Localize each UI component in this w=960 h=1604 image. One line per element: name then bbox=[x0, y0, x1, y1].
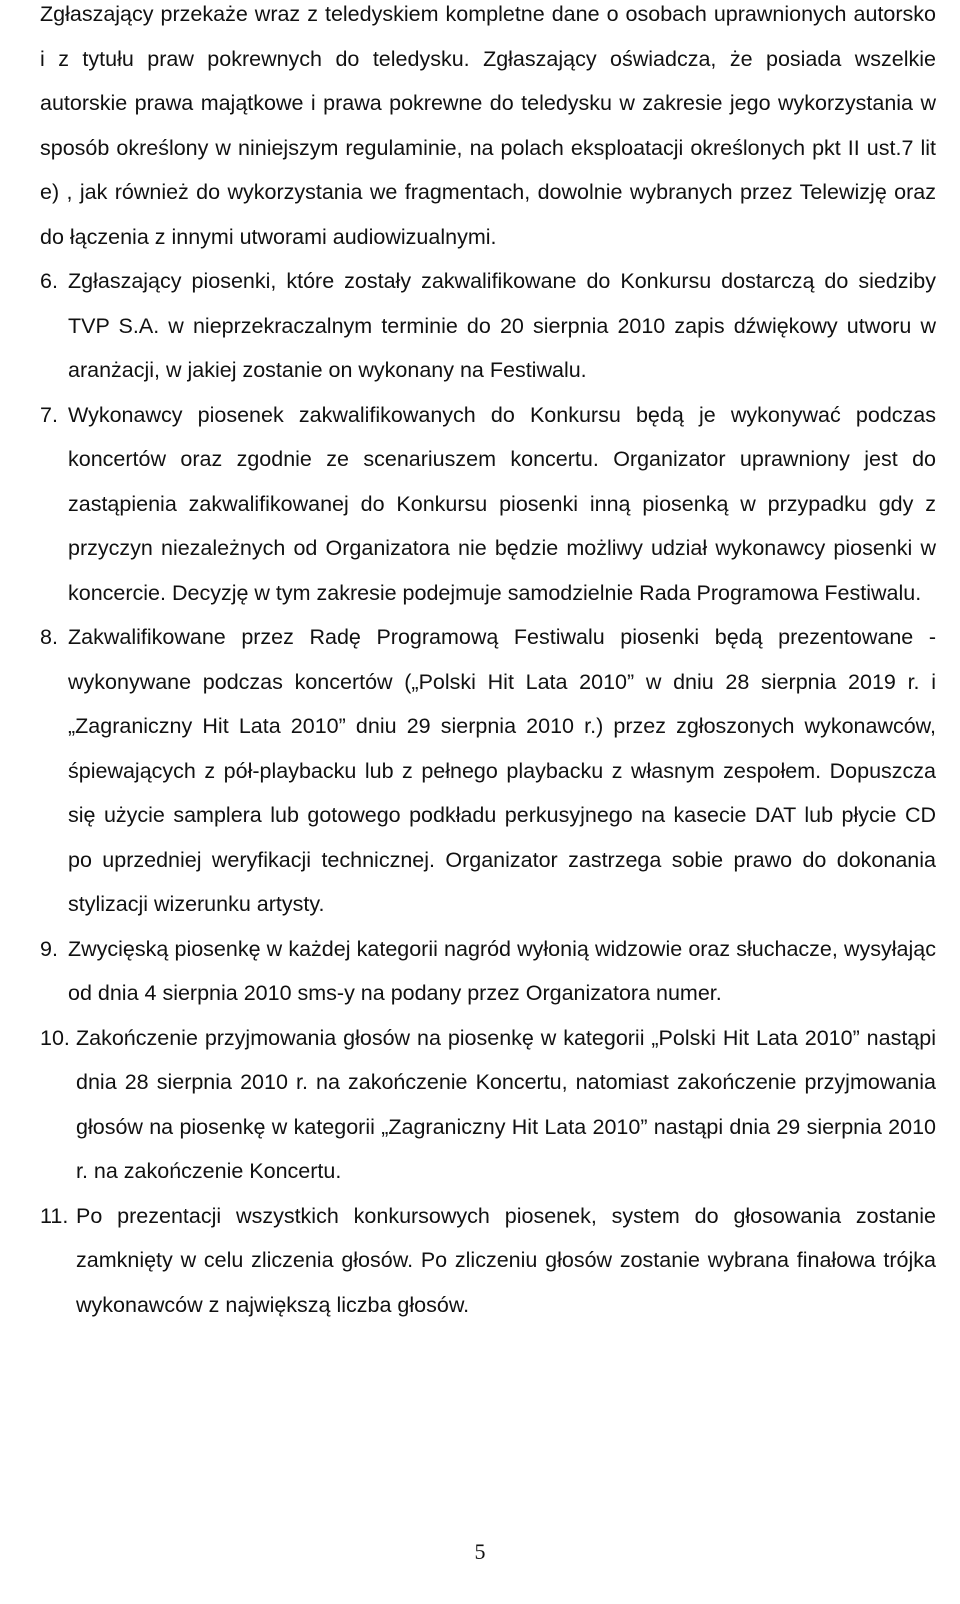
item-text: Wykonawcy piosenek zakwalifikowanych do Konkursu będą je wykonywać podczas koncertów oraz zgodnie ze scenariuszem koncertu. Organizator uprawniony jest do zastąpienia zakwalifikowanej do Konkursu piosenki inną piosenką w przypadku gdy z przyczyn niezależnych od Organizatora nie będzie możliwy udział wykonawcy piosenki w koncercie. Decyzję w tym zakresie podejmuje samodzielnie Rada Programowa Festiwalu. bbox=[68, 402, 936, 605]
list-item-8 bbox=[40, 615, 936, 927]
item-text: Zgłaszający piosenki, które zostały zakwalifikowane do Konkursu dostarczą do siedziby TVP S.A. w nieprzekraczalnym terminie do 20 sierpnia 2010 zapis dźwiękowy utworu w aranżacji, w jakiej zostanie on wykonany na Festiwalu. bbox=[68, 269, 936, 382]
item-number: 10. bbox=[40, 1025, 70, 1050]
item-text: Zwycięską piosenkę w każdej kategorii nagród wyłonią widzowie oraz słuchacze, wysyłając od dnia 4 sierpnia 2010 sms-y na podany przez Organizatora numer. bbox=[68, 936, 936, 1005]
item-number: 11. bbox=[40, 1203, 69, 1228]
list-item-9 bbox=[40, 927, 936, 1016]
page-number: 5 bbox=[474, 1539, 486, 1564]
list-item-7 bbox=[40, 393, 936, 616]
item-text: Zakończenie przyjmowania głosów na piosenkę w kategorii „Polski Hit Lata 2010” nastąpi dnia 28 sierpnia 2010 r. na zakończenie Koncertu, natomiast zakończenie przyjmowania głosów na piosenkę w kategorii „Zagraniczny Hit Lata 2010” nastąpi dnia 29 sierpnia 2010 r. na zakończenie Koncertu. bbox=[76, 1025, 936, 1183]
item-text: Po prezentacji wszystkich konkursowych piosenek, system do głosowania zostanie zamknięty w celu zliczenia głosów. Po zliczeniu głosów zostanie wybrana finałowa trójka wykonawców z największą liczba głosów. bbox=[76, 1203, 936, 1317]
document-body bbox=[40, 0, 936, 1327]
list-item-6 bbox=[40, 259, 936, 393]
list-item-10 bbox=[40, 1016, 936, 1194]
list-item-11 bbox=[40, 1194, 936, 1328]
item-number: 9. bbox=[40, 936, 58, 961]
item-number: 6. bbox=[40, 269, 58, 293]
item-number: 7. bbox=[40, 402, 58, 427]
item-text: Zakwalifikowane przez Radę Programową Festiwalu piosenki będą prezentowane - wykonywane podczas koncertów („Polski Hit Lata 2010” w dniu 28 sierpnia 2019 r. i „Zagraniczny Hit Lata 2010” dniu 29 sierpnia 2010 r.) przez zgłoszonych wykonawców, śpiewających z pół-playbacku lub z pełnego playbacku z własnym zespołem. Dopuszcza się użycie samplera lub gotowego podkładu perkusyjnego na kasecie DAT lub płycie CD po uprzedniej weryfikacji technicznej. Organizator zastrzega sobie prawo do dokonania stylizacji wizerunku artysty. bbox=[68, 625, 936, 916]
item-number: 8. bbox=[40, 625, 58, 649]
continuation-paragraph: Zgłaszający przekaże wraz z teledyskiem kompletne dane o osobach uprawnionych autorsko i z tytułu praw pokrewnych do teledysku. Zgłaszający oświadcza, że posiada wszelkie autorskie prawa majątkowe i prawa pokrewne do teledysku w zakresie jego wykorzystania w sposób określony w niniejszym regulaminie, na polach eksploatacji określonych pkt II ust.7 lit e) , jak również do wykorzystania we fragmentach, dowolnie wybranych przez Telewizję oraz do łączenia z innymi utworami audiowizualnymi. bbox=[40, 2, 936, 249]
